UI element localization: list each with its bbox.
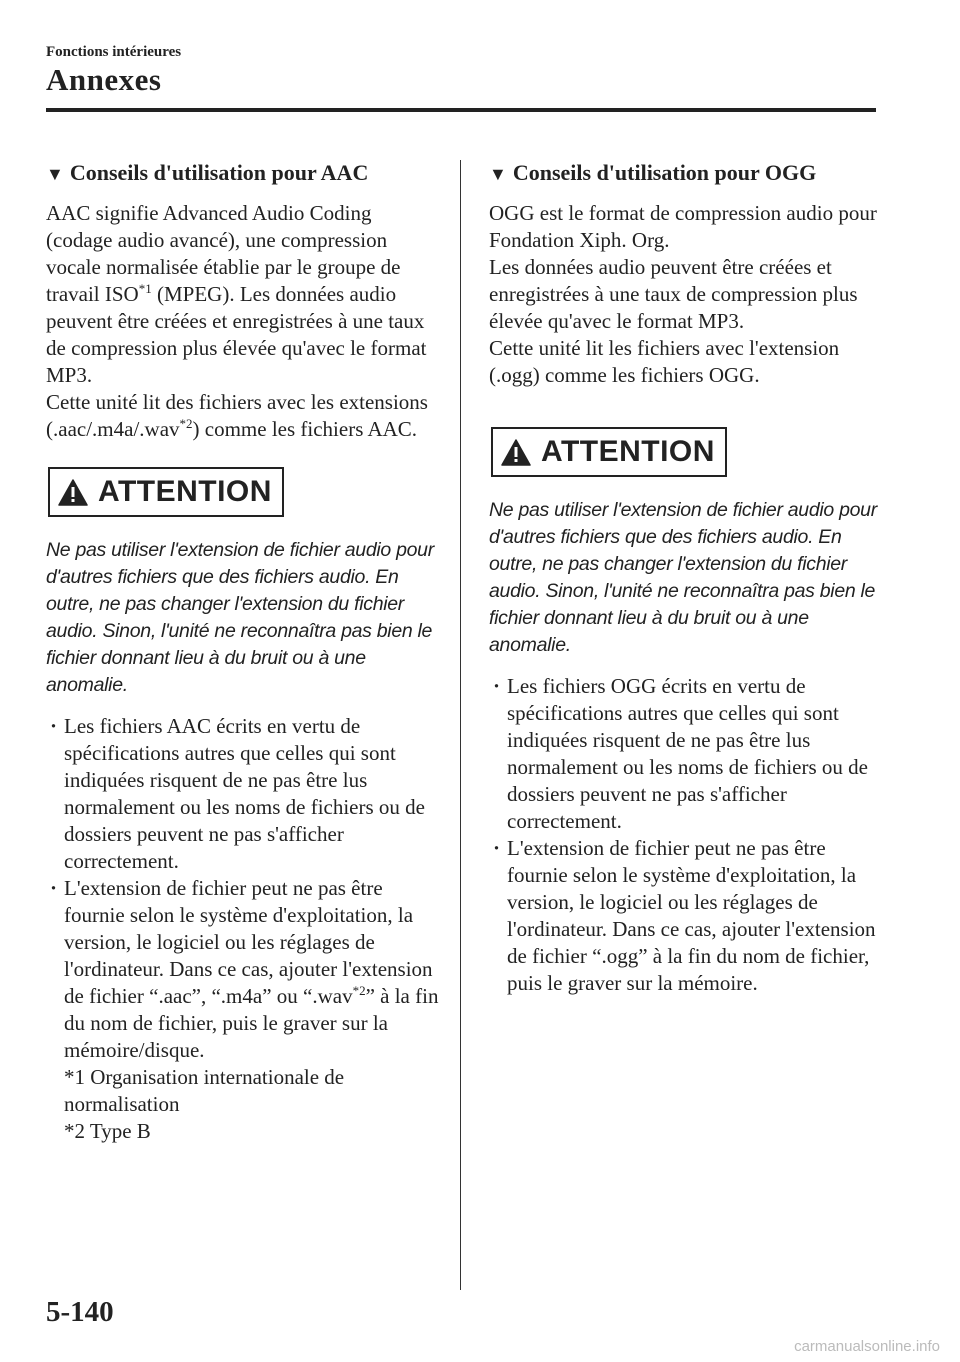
footnote-2: *2 Type B: [64, 1119, 151, 1143]
section-label: Fonctions intérieures: [46, 44, 182, 60]
header-rule: [46, 108, 876, 112]
aac-bullet-list: [46, 713, 442, 1064]
ogg-heading-text: Conseils d'utilisation pour OGG: [512, 160, 817, 185]
list-item: · Les fichiers AAC écrits en vertu de spécifications autres que celles qui sont indiquées risquent de ne pas être lus normalement ou les noms de fichiers ou de dossiers peuvent ne pas s'afficher correctement.: [46, 713, 442, 875]
column-divider: [460, 160, 461, 1290]
page-number: 5-140: [46, 1296, 114, 1328]
list-item: · Les fichiers OGG écrits en vertu de spécifications autres que celles qui sont indiquées risquent de ne pas être lus normalement ou les noms de fichiers ou de dossiers peuvent ne pas s'afficher correctement.: [489, 673, 885, 835]
list-item: · L'extension de fichier peut ne pas être fournie selon le système d'exploitation, la version, le logiciel ou les réglages de l'ordinateur. Dans ce cas, ajouter l'extension de fichier “.aac”, “.m4a” ou “.wav$^{*2}$” à la fin du nom de fichier, puis le graver sur la mémoire/disque.: [46, 875, 442, 1064]
ogg-heading: [489, 160, 885, 186]
attention-box: [48, 467, 284, 517]
footnote-1: *1 Organisation internationale de normalisation: [64, 1065, 345, 1116]
right-column: [489, 160, 885, 997]
triangle-down-icon: ▼: [489, 164, 507, 184]
attention-box: [491, 427, 727, 477]
attention-label: ATTENTION: [98, 475, 272, 508]
list-item: · L'extension de fichier peut ne pas être fournie selon le système d'exploitation, la version, le logiciel ou les réglages de l'ordinateur. Dans ce cas, ajouter l'extension de fichier “.ogg” à la fin du nom de fichier, puis le graver sur la mémoire.: [489, 835, 885, 997]
attention-label: ATTENTION: [541, 435, 715, 468]
ogg-warning-text: Ne pas utiliser l'extension de fichier audio pour d'autres fichiers que des fichiers audio. En outre, ne pas changer l'extension du fichier audio. Sinon, l'unité ne reconnaîtra pas bien le fichier donnant lieu à du bruit ou à une anomalie.: [489, 499, 877, 656]
warning-triangle-icon: [58, 479, 88, 506]
aac-paragraph-2: Cette unité lit des fichiers avec les extensions (.aac/.m4a/.wav$^{*2}$) comme les fichiers AAC.: [46, 390, 428, 441]
ogg-paragraph-1: OGG est le format de compression audio pour Fondation Xiph. Org.: [489, 201, 877, 252]
aac-warning-text: Ne pas utiliser l'extension de fichier audio pour d'autres fichiers que des fichiers audio. En outre, ne pas changer l'extension du fichier audio. Sinon, l'unité ne reconnaîtra pas bien le fichier donnant lieu à du bruit ou à une anomalie.: [46, 539, 434, 696]
chapter-title: Annexes: [46, 62, 162, 97]
aac-heading-text: Conseils d'utilisation pour AAC: [69, 160, 369, 185]
aac-heading: [46, 160, 442, 186]
warning-triangle-icon: [501, 439, 531, 466]
ogg-bullet-list: [489, 673, 885, 997]
watermark: carmanualsonline.info: [794, 1338, 940, 1355]
footnotes: [46, 1064, 442, 1145]
left-column: [46, 160, 442, 1145]
aac-paragraph-1: AAC signifie Advanced Audio Coding (codage audio avancé), une compression vocale normalisée établie par le groupe de travail ISO$^{*1}$ (MPEG). Les données audio peuvent être créées et enregistrées à une taux de compression plus élevée qu'avec le format MP3.: [46, 201, 427, 387]
ogg-paragraph-2: Les données audio peuvent être créées et enregistrées à une taux de compression plus élevée qu'avec le format MP3.: [489, 255, 858, 333]
triangle-down-icon: ▼: [46, 164, 64, 184]
ogg-paragraph-3: Cette unité lit les fichiers avec l'extension (.ogg) comme les fichiers OGG.: [489, 336, 840, 387]
